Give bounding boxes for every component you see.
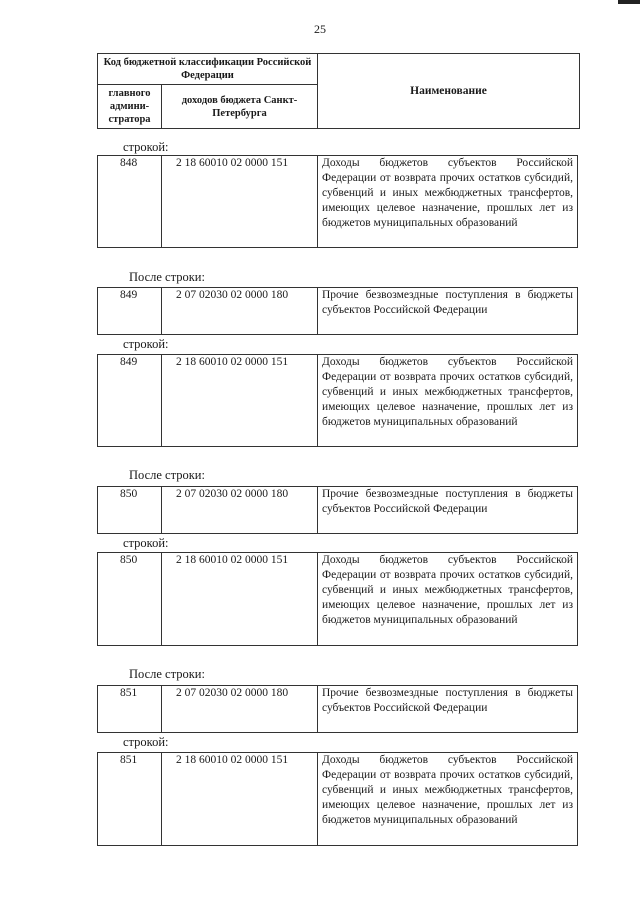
header-group-title: Код бюджетной классификации Российской Федерации bbox=[98, 54, 318, 85]
income-name: Прочие безвозмездные поступления в бюджеты субъектов Российской Федерации bbox=[318, 487, 578, 534]
table-row bbox=[97, 155, 578, 248]
label-with-line: строкой: bbox=[123, 140, 169, 154]
admin-code: 850 bbox=[98, 487, 162, 534]
label-with-line: строкой: bbox=[123, 536, 169, 550]
admin-code: 850 bbox=[98, 553, 162, 646]
header-col-name: Наименование bbox=[318, 54, 580, 129]
table-row bbox=[97, 287, 578, 335]
table-row bbox=[97, 552, 578, 646]
admin-code: 849 bbox=[98, 288, 162, 335]
income-code: 2 18 60010 02 0000 151 bbox=[162, 156, 318, 248]
page-number: 25 bbox=[314, 22, 326, 36]
table-row bbox=[97, 354, 578, 447]
label-with-line: строкой: bbox=[123, 337, 169, 351]
income-code: 2 18 60010 02 0000 151 bbox=[162, 355, 318, 447]
table-row bbox=[97, 685, 578, 733]
income-code: 2 18 60010 02 0000 151 bbox=[162, 753, 318, 846]
income-code: 2 07 02030 02 0000 180 bbox=[162, 487, 318, 534]
admin-code: 851 bbox=[98, 686, 162, 733]
income-name: Прочие безвозмездные поступления в бюджеты субъектов Российской Федерации bbox=[318, 686, 578, 733]
admin-code: 849 bbox=[98, 355, 162, 447]
income-code: 2 18 60010 02 0000 151 bbox=[162, 553, 318, 646]
admin-code: 851 bbox=[98, 753, 162, 846]
income-code: 2 07 02030 02 0000 180 bbox=[162, 288, 318, 335]
scan-corner-mark bbox=[618, 0, 640, 4]
income-name: Доходы бюджетов субъектов Российской Федерации от возврата прочих остатков субсидий, субвенций и иных межбюджетных трансфертов, имеющих целевое назначение, прошлых лет из бюджетов муниципальных образований bbox=[318, 553, 578, 646]
income-name: Доходы бюджетов субъектов Российской Федерации от возврата прочих остатков субсидий, субвенций и иных межбюджетных трансфертов, имеющих целевое назначение, прошлых лет из бюджетов муниципальных образований bbox=[318, 355, 578, 447]
income-name: Доходы бюджетов субъектов Российской Федерации от возврата прочих остатков субсидий, субвенций и иных межбюджетных трансфертов, имеющих целевое назначение, прошлых лет из бюджетов муниципальных образований bbox=[318, 156, 578, 248]
label-after-line: После строки: bbox=[129, 468, 205, 482]
header-col-admin: главного админи-стратора bbox=[98, 85, 162, 129]
classification-header-table bbox=[97, 53, 580, 129]
admin-code: 848 bbox=[98, 156, 162, 248]
label-after-line: После строки: bbox=[129, 270, 205, 284]
table-row bbox=[97, 486, 578, 534]
income-name: Прочие безвозмездные поступления в бюджеты субъектов Российской Федерации bbox=[318, 288, 578, 335]
income-name: Доходы бюджетов субъектов Российской Федерации от возврата прочих остатков субсидий, субвенций и иных межбюджетных трансфертов, имеющих целевое назначение, прошлых лет из бюджетов муниципальных образований bbox=[318, 753, 578, 846]
label-with-line: строкой: bbox=[123, 735, 169, 749]
income-code: 2 07 02030 02 0000 180 bbox=[162, 686, 318, 733]
header-col-income: доходов бюджета Санкт-Петербурга bbox=[162, 85, 318, 129]
label-after-line: После строки: bbox=[129, 667, 205, 681]
table-row bbox=[97, 752, 578, 846]
